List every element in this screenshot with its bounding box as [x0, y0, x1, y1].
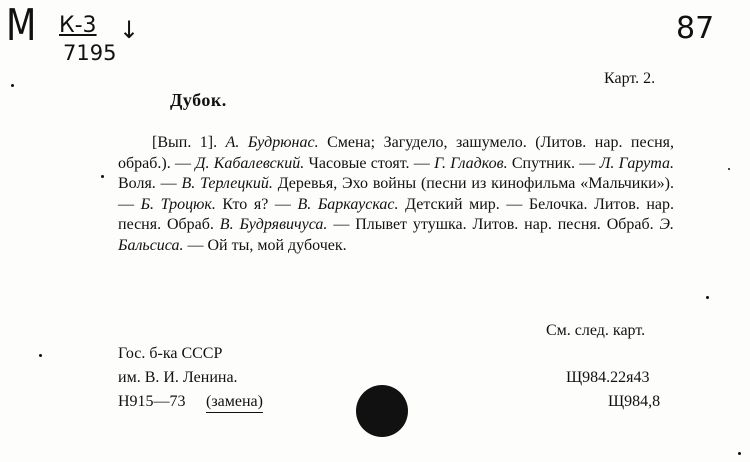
- description-segment: Детский мир. — Белочка. Литов. нар. песня. Обраб.: [118, 195, 675, 234]
- see-next-card: См. след. карт.: [546, 322, 646, 339]
- handwritten-code-bottom: 7195: [63, 41, 117, 65]
- card-title: Дубок.: [170, 90, 227, 110]
- card-description-paragraph: [118, 133, 674, 257]
- description-segment: Воля. —: [118, 175, 182, 193]
- ink-speck-1: [11, 84, 14, 87]
- author-name: Г. Гладков.: [434, 154, 508, 172]
- description-segment: Деревья, Эхо войны (песни из кинофильма «Мальчики»). —: [118, 175, 675, 213]
- class-code-1: Щ984.22я43: [566, 369, 650, 386]
- library-line-3: Н915—73: [118, 393, 186, 410]
- class-code-2: Щ984,8: [608, 393, 661, 410]
- ink-speck-6: [728, 168, 730, 170]
- library-line-1: Гос. б-ка СССР: [118, 345, 223, 362]
- author-name: Б. Троцюк.: [140, 195, 216, 213]
- punch-hole: [356, 385, 408, 437]
- ink-speck-2: [101, 175, 104, 178]
- description-segment: Смена; Загудело, зашумело. (Литов. нар. песня, обраб.). —: [118, 134, 675, 172]
- author-name: В. Будрявичуса.: [219, 216, 328, 234]
- card-description: [118, 133, 674, 257]
- author-name: Л. Гарута.: [599, 154, 675, 172]
- ink-speck-3: [39, 354, 42, 357]
- ink-speck-5: [738, 452, 741, 455]
- author-name: Э. Бальсиса.: [118, 216, 674, 254]
- author-name: В. Терлецкий.: [181, 175, 273, 193]
- handwritten-letter: М: [6, 0, 37, 51]
- description-segment: Часовые стоят. —: [304, 154, 435, 172]
- description-segment: [Вып. 1].: [152, 134, 226, 151]
- author-name: Д. Кабалевский.: [195, 154, 305, 172]
- handwritten-arrow: ↓: [119, 16, 140, 44]
- description-segment: Спутник. —: [507, 154, 600, 172]
- description-segment: — Ой ты, мой дубочек.: [183, 236, 347, 254]
- replacement-note: (замена): [206, 393, 263, 413]
- card-number: Карт. 2.: [604, 70, 656, 87]
- library-line-2: им. В. И. Ленина.: [118, 369, 238, 386]
- description-segment: Кто я? —: [215, 195, 298, 213]
- handwritten-code-top: К-3: [59, 13, 97, 38]
- author-name: А. Будрюнас.: [225, 134, 319, 151]
- description-segment: — Плывет утушка. Литов. нар. песня. Обраб.: [327, 216, 660, 234]
- author-name: В. Баркаускас.: [297, 195, 399, 213]
- handwritten-number: 87: [676, 11, 715, 46]
- ink-speck-4: [706, 296, 709, 299]
